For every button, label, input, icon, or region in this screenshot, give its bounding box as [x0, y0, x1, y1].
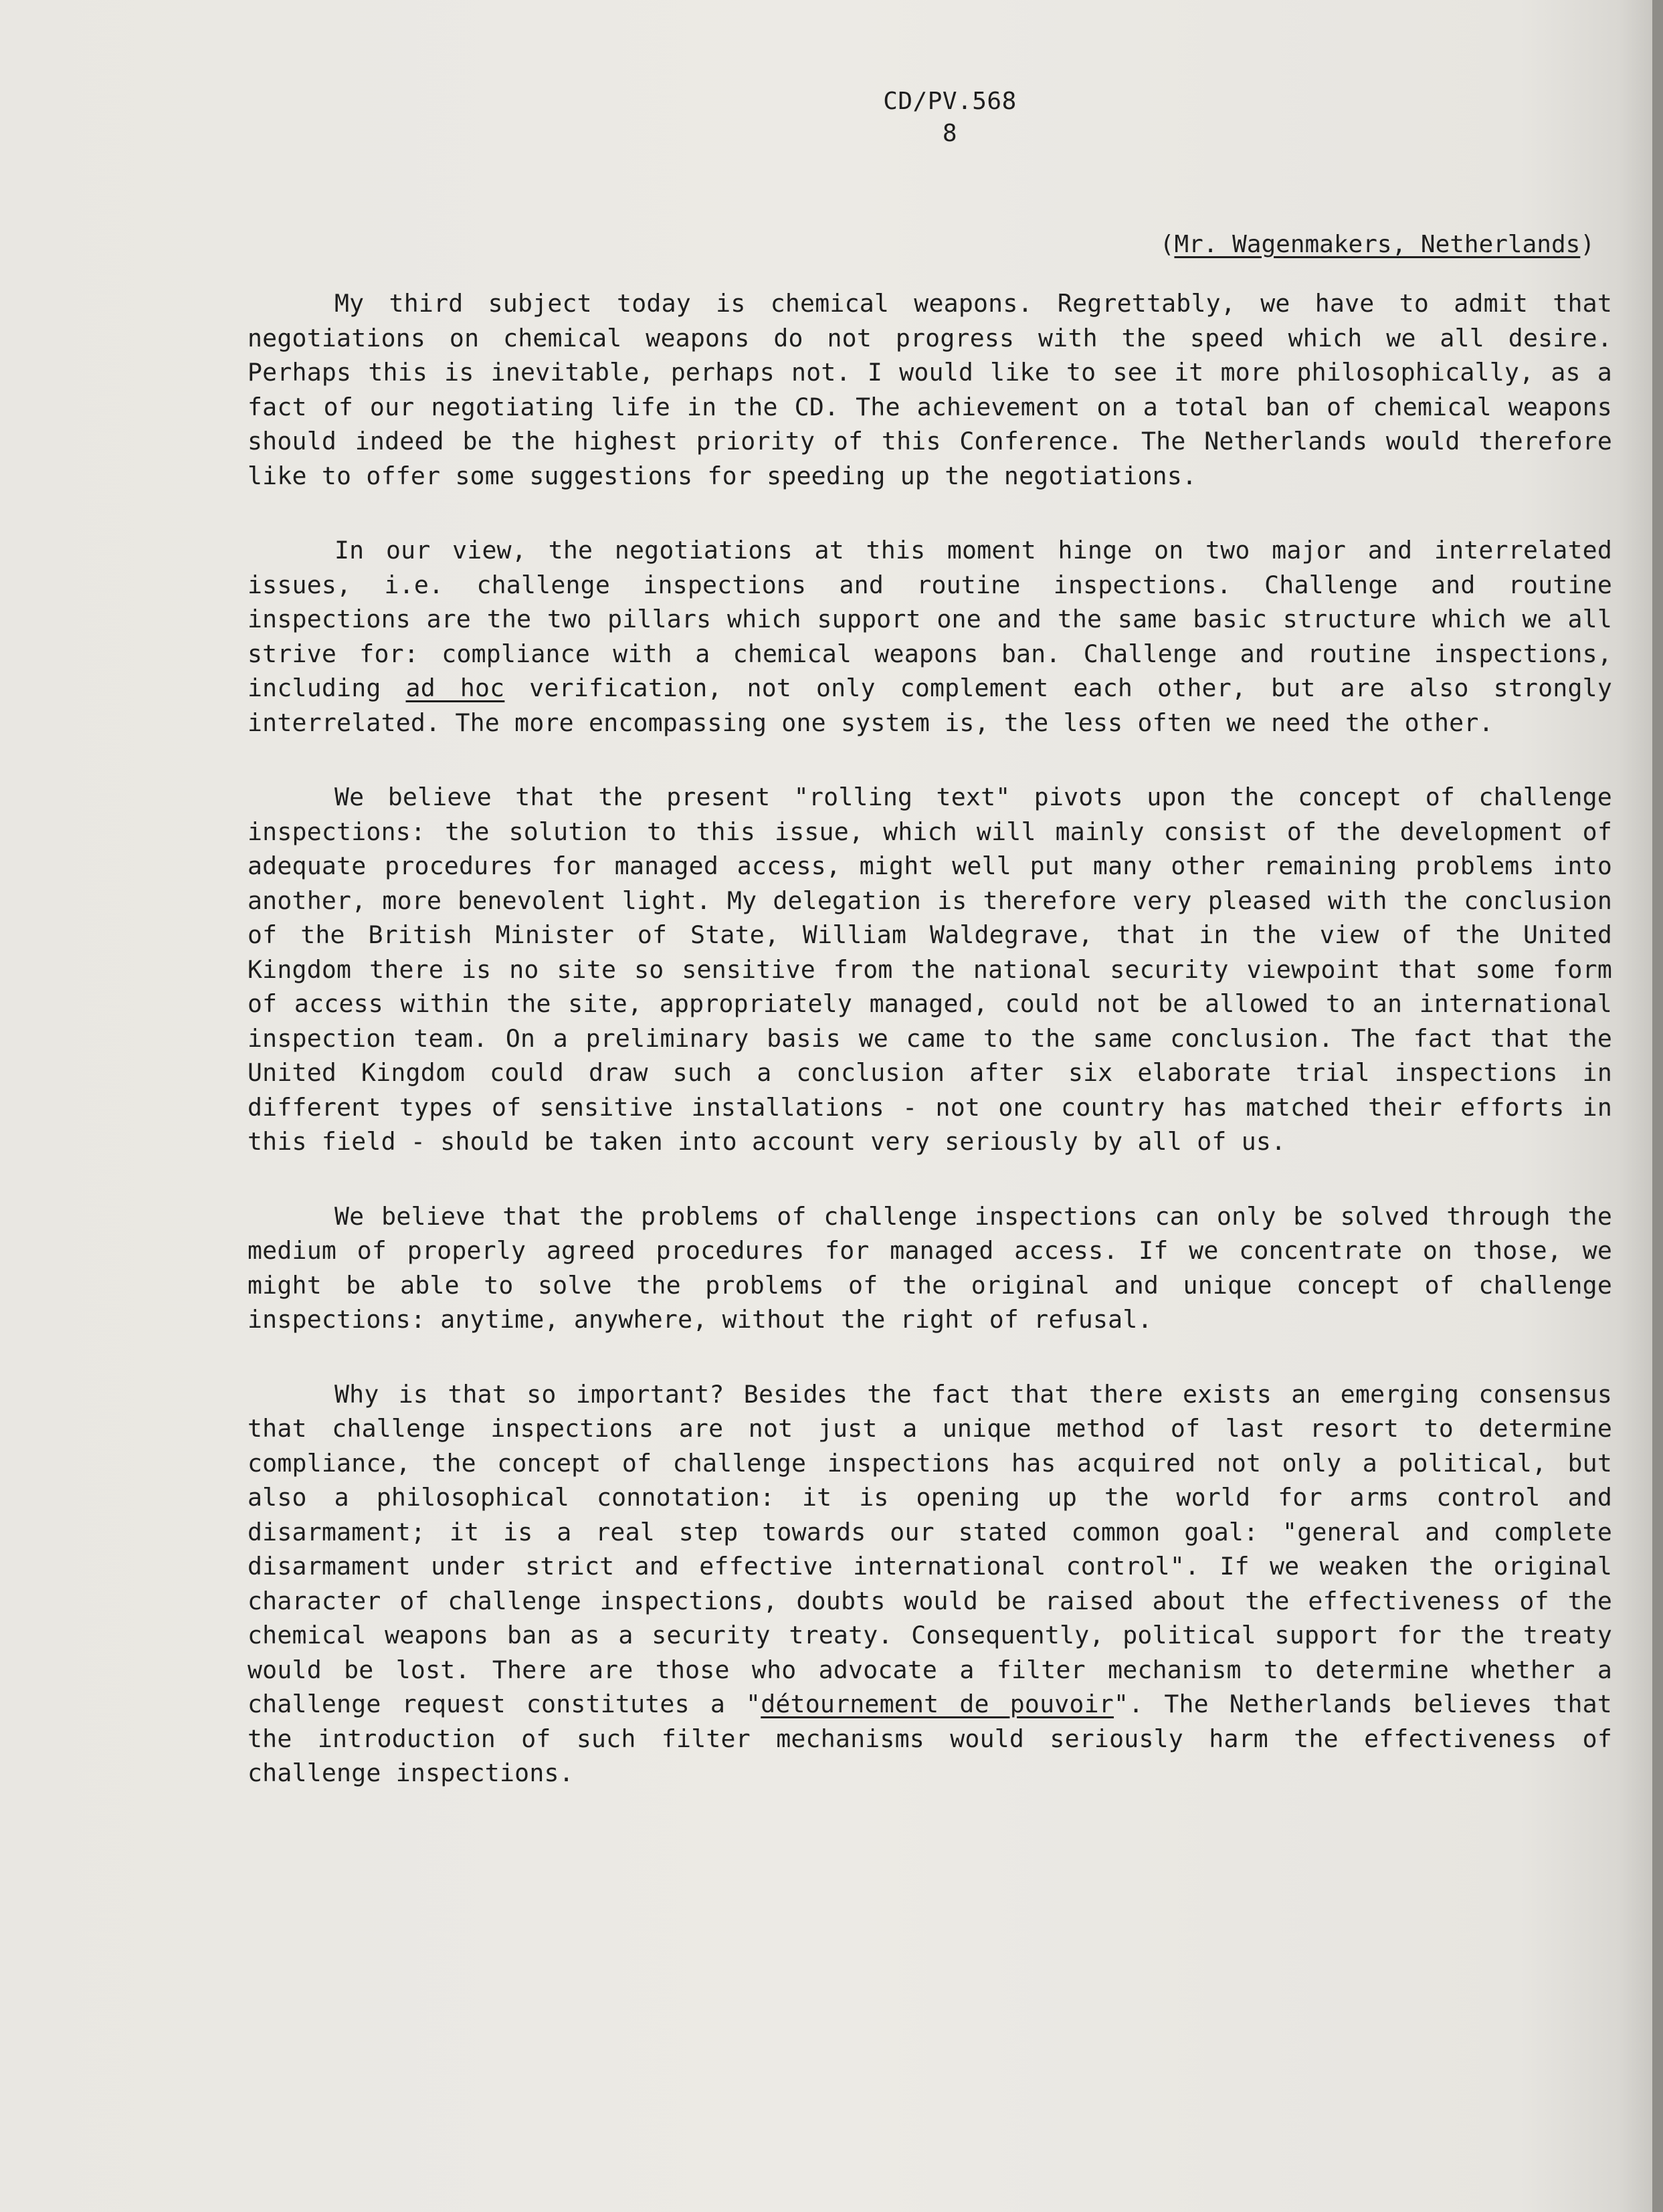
underlined-term: détournement de pouvoir: [761, 1690, 1114, 1718]
page-edge-shadow: [1652, 0, 1663, 2212]
paragraph-text: Why is that so important? Besides the fact that there exists an emerging consensus that challenge inspections are not just a unique method of last resort to determine compliance, the concept of challenge inspections has acquired not only a political, but also a philosophical connotation: it is opening up the world for arms control and disarmament; it is a real step towards our stated common goal: "general and complete disarmament under strict and effective international control". If we weaken the original character of challenge inspections, doubts would be raised about the effectiveness of the chemical weapons ban as a security treaty. Consequently, political support for the treaty would be lost. There are those who advocate a filter mechanism to determine whether a challenge request constitutes a ": [248, 1379, 1612, 1718]
speaker-close-paren: ): [1580, 231, 1595, 258]
page-header: [763, 86, 1137, 150]
paragraph-chemical-weapons: My third subject today is chemical weapons. Regrettably, we have to admit that negotiations on chemical weapons do not progress with the speed which we all desire. Perhaps this is inevitable, perhaps not. I would like to see it more philosophically, as a fact of our negotiating life in the CD. The achievement on a total ban of chemical weapons should indeed be the highest priority of this Conference. The Netherlands would therefore like to offer some suggestions for speeding up the negotiations.: [248, 289, 1612, 490]
paragraph-text: verification, not only complement each other, but are also strongly interrelated. The more encompassing one system is, the less often we need the other.: [248, 674, 1612, 737]
document-id: CD/PV.568: [883, 88, 1017, 115]
speaker-attribution: [1160, 229, 1595, 261]
paragraph-text: ". The Netherlands believes that the introduction of such filter mechanisms would seriously harm the effectiveness of challenge inspections.: [248, 1690, 1612, 1787]
speaker-open-paren: (: [1159, 231, 1175, 258]
paragraph-managed-access: We believe that the problems of challenge inspections can only be solved through the medium of properly agreed procedures for managed access. If we concentrate on those, we might be able to solve the problems of the original and unique concept of challenge inspections: anytime, anywhere, without the right of refusal.: [248, 1201, 1612, 1334]
page-number: 8: [942, 120, 958, 147]
statement-body: [248, 286, 1612, 1831]
paragraph-text: In our view, the negotiations at this moment hinge on two major and interrelated issues, i.e. challenge inspections and routine inspections. Challenge and routine inspections are the two pillars which support one and the same basic structure which we all strive for: compliance with a chemical weapons ban. Challenge and routine inspections, including: [248, 536, 1612, 702]
underlined-term: ad hoc: [405, 674, 505, 702]
speaker-name: Mr. Wagenmakers, Netherlands: [1174, 231, 1581, 258]
paragraph-importance: [248, 1377, 1612, 1791]
paragraph-inspections: [248, 533, 1612, 740]
paragraph-rolling-text: We believe that the present "rolling text" pivots upon the concept of challenge inspections: the solution to this issue, which will mainly consist of the development of adequate procedures for managed access, might well put many other remaining problems into another, more benevolent light. My delegation is therefore very pleased with the conclusion of the British Minister of State, William Waldegrave, that in the view of the United Kingdom there is no site so sensitive from the national security viewpoint that some form of access within the site, appropriately managed, could not be allowed to an international inspection team. On a preliminary basis we came to the same conclusion. The fact that the United Kingdom could draw such a conclusion after six elaborate trial inspections in different types of sensitive installations - not one country has matched their efforts in this field - should be taken into account very seriously by all of us.: [248, 783, 1612, 1156]
